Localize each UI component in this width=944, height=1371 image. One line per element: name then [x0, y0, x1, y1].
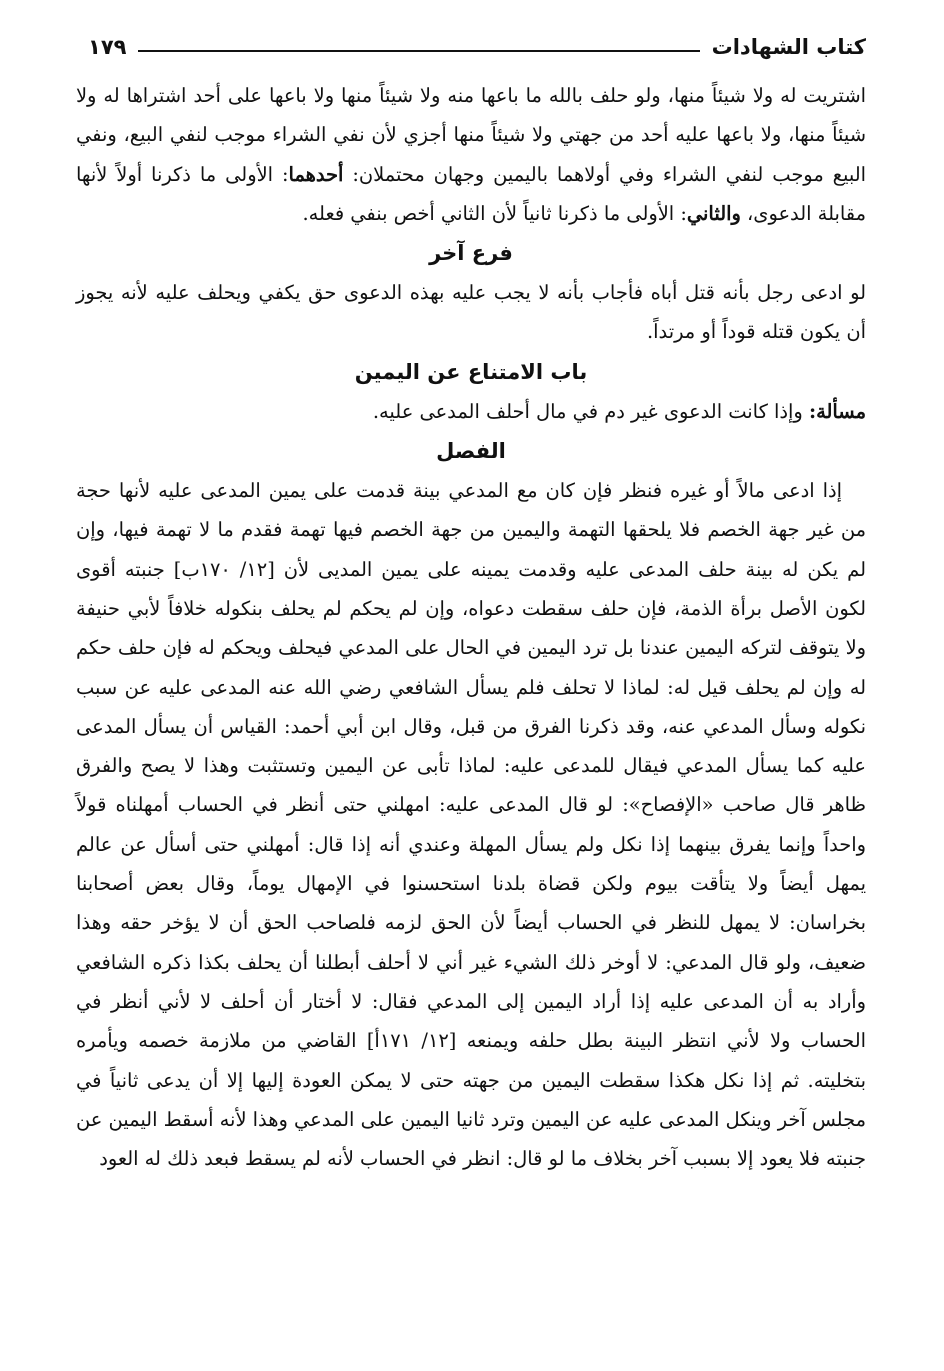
masala-text: وإذا كانت الدعوى غير دم في مال أحلف المدعى عليه. [372, 399, 809, 423]
opening-text-c: : الأولى ما ذكرنا ثانياً لأن الثاني أخص بنفي فعله. [302, 201, 687, 225]
far-paragraph: لو ادعى رجل بأنه قتل أباه فأجاب بأنه لا يجب عليه بهذه الدعوى حق يكفي ويحلف عليه لأنه يجوز أن يكون قتله قوداً أو مرتداً. [76, 281, 866, 344]
fasl-heading: الفصل [436, 439, 506, 464]
opening-bold-second: والثاني [686, 201, 741, 225]
page-body [76, 76, 866, 1178]
masala-paragraph [76, 392, 866, 431]
opening-paragraph [76, 76, 866, 233]
opening-text-b: : الأولى ما ذكرنا أولاً لأنها مقابلة الدعوى، [76, 162, 866, 225]
page-number: ١٧٩ [88, 35, 127, 59]
far-heading: فرع آخر [429, 241, 513, 266]
running-title: كتاب الشهادات [711, 35, 866, 59]
masala-label: مسألة: [808, 399, 866, 423]
opening-bold-first: أحدهما [288, 162, 344, 186]
running-header [88, 30, 866, 64]
header-rule [138, 50, 699, 52]
fasl-paragraph: إذا ادعى مالاً أو غيره فنظر فإن كان مع المدعي بينة قدمت على يمين المدعى عليه لأنها حجة من غير جهة الخصم فلا يلحقها التهمة واليمين من جهة الخصم فيها تهمة فقدم ما لا تهمة فيها، وإن لم يكن له بينة حلف المدعى عليه وقدمت يمينه على يمين المديى لأن [١٢/ ١٧٠ب] جنبته أقوى لكون الأصل برأة الذمة، فإن حلف سقطت دعواه، وإن لم يحكم لم يحلف بنكوله خلافاً لأبي حنيفة ولا يتوقف لتركه اليمين عندنا بل ترد اليمين في الحال على المدعي فيحلف ويحكم له فإن حلف حكم له وإن لم يحلف قيل له: لماذا لا تحلف فلم يسأل الشافعي رضي الله عنه المدعى عليه عن سبب نكوله وسأل المدعي عنه، وقد ذكرنا الفرق من قبل، وقال ابن أبي أحمد: القياس أن يسأل المدعى عليه كما يسأل المدعي فيقال للمدعى عليه: لماذا تأبى عن اليمين وتستثبت وهذا لا يصح والفرق ظاهر قال صاحب «الإفصاح»: لو قال المدعى عليه: امهلني حتى أنظر في الحساب أمهلناه قولاً واحداً وإنما يفرق بينهما إذا نكل ولم يسأل المهلة وعندي أنه إذا قال: أمهلني حتى أسأل عن عالم يمهل أيضاً ولا يتأقت بيوم ولكن قضاة بلدنا استحسنوا في الإمهال يوماً، وقال بعض أصحابنا بخراسان: لا يمهل للنظر في الحساب أيضاً لأن الحق لزمه فلصاحب الحق أن لا يؤخر حقه وهذا ضعيف، ولو قال المدعي: لا أوخر ذلك الشيء غير أني لا أحلف أبطلنا أن يحلف بكذا ذكره الشافعي وأراد به أن المدعى عليه إذا أراد اليمين إلى المدعي فقال: لا أختار أن أحلف لا لأني أنظر في الحساب ولا لأني انتظر البينة بطل حلفه ويمنعه [١٢/ ١٧١أ] القاضي من ملازمة خصمه ويأمره بتخليته. ثم إذا نكل هكذا سقطت اليمين من جهته حتى لا يمكن العودة إليها إلا أن يدعى ثانياً في مجلس آخر وينكل المدعى عليه عن اليمين وترد ثانيا اليمين على المدعي وهذا لأنه أسقط اليمين عن جنبته فلا يعود إلا بسبب آخر بخلاف ما لو قال: انظر في الحساب لأنه لم يسقط فبعد ذلك له العود [76, 479, 866, 1171]
chapter-heading: باب الامتناع عن اليمين [354, 359, 588, 384]
opening-text-a: اشتريت له ولا شيئاً منها، ولو حلف بالله ما باعها منه ولا شيئاً منها ولا باعها على أحد اشتراها له ولا شيئاً منها، ولا باعها عليه أحد من جهتي ولا شيئاً منها أجزي لأن نفي الشراء موجب لنفي البيع، ونفي البيع موجب لنفي الشراء وفي أولاهما باليمين وجهان محتملان: [76, 84, 866, 186]
